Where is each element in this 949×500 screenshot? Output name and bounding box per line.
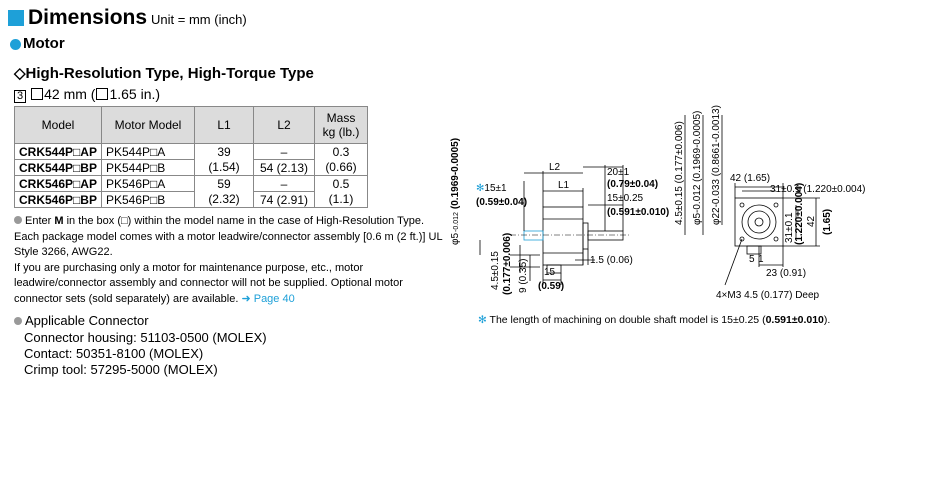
dim-4-5: 4.5±0.15 (490, 251, 501, 290)
footnote (478, 314, 830, 326)
cell-mass: 0.5 (315, 176, 368, 192)
cell-l1: 59 (195, 176, 254, 192)
cell-l1: 39 (195, 144, 254, 160)
connector-contact: Contact: 50351-8100 (MOLEX) (24, 346, 204, 361)
dim-42-v-in: (1.65) (822, 208, 833, 235)
dim-15: 15±0.25 (607, 193, 644, 204)
notes (14, 214, 454, 307)
connector-heading (14, 313, 149, 331)
note-m: M (54, 215, 64, 227)
connector-housing: Connector housing: 51103-0500 (MOLEX) (24, 330, 267, 345)
footnote-end: ). (823, 314, 831, 326)
cell-l1: (1.54) (195, 160, 254, 176)
star-icon: ✻ (478, 314, 487, 326)
dim-m3-thread: 4×M3 4.5 (0.177) Deep (716, 290, 820, 301)
square-icon (31, 88, 43, 100)
table-row (15, 144, 368, 160)
col-mass: Mass kg (lb.) (315, 107, 368, 144)
page-title (28, 6, 247, 30)
footnote-text: The length of machining on double shaft model is 15±0.25 ( (486, 314, 766, 326)
table-row (15, 160, 368, 176)
unit-text: Unit = mm (inch) (151, 12, 247, 27)
note-text: Enter (25, 215, 55, 227)
bullet-icon (14, 216, 22, 224)
cell-motor: PK544P□A (102, 144, 195, 160)
title-text: Dimensions (28, 6, 148, 29)
note-text: If you are purchasing only a motor for maintenance purpose, etc., motor leadwire/connector assembly and connector will not be supplied. Optional motor connector sets (sold separately) are available. (14, 261, 403, 305)
motor-body-side (543, 207, 583, 265)
dim-15b-in: (0.59) (538, 281, 565, 292)
dim-31: 31±0.1 (1.220±0.004) (770, 184, 866, 195)
page-link[interactable]: ➜ Page 40 (241, 292, 295, 305)
cell-l2: – (254, 176, 315, 192)
cell-model: CRK544P□AP (15, 144, 102, 160)
note-3 (14, 261, 454, 308)
dim-15-in: (0.591±0.010) (607, 207, 670, 218)
square-icon (96, 88, 108, 100)
dim-1-5: 1.5 (0.06) (590, 255, 633, 266)
dim-31-v: 31±0.1 (784, 212, 795, 243)
dim-v-phi5: φ5-0.012 (0.1969-0.0005) (692, 110, 703, 225)
dim-star-15-in: (0.59±0.04) (476, 197, 528, 208)
col-l1: L1 (195, 107, 254, 144)
size-label (14, 86, 160, 103)
frame-number-box: 3 (14, 90, 26, 103)
dim-v-phi22: φ22-0.033 (0.8661-0.0013) (711, 105, 722, 225)
cell-motor: PK546P□A (102, 176, 195, 192)
connector-heading-text: Applicable Connector (25, 313, 149, 328)
col-l2: L2 (254, 107, 315, 144)
dim-31-v-in: (1.220±0.004) (794, 182, 805, 245)
cell-motor: PK546P□B (102, 192, 195, 208)
dim-23: 23 (0.91) (766, 268, 807, 279)
cell-mass: (0.66) (315, 160, 368, 176)
dim-shaft-left: φ5-0.012(0.1969-0.0005) (450, 137, 461, 245)
section-title: Motor (23, 35, 65, 52)
cell-mass: 0.3 (315, 144, 368, 160)
cell-motor: PK544P□B (102, 160, 195, 176)
cell-l1: (2.32) (195, 192, 254, 208)
size-text: 42 mm ( (44, 86, 96, 102)
pin-1: 1 (758, 254, 764, 265)
bullet-icon (14, 317, 22, 325)
col-model: Model (15, 107, 102, 144)
table-row (15, 192, 368, 208)
note-2: Each package model comes with a motor leadwire/connector assembly [0.6 m (2 ft.)] UL Style 3266, AWG22. (14, 230, 443, 258)
connector-crimp-tool: Crimp tool: 57295-5000 (MOLEX) (24, 362, 218, 377)
cell-model: CRK546P□AP (15, 176, 102, 192)
dim-l2: L2 (549, 162, 561, 173)
dim-15b: 15 (544, 267, 556, 278)
cell-l2: 74 (2.91) (254, 192, 315, 208)
note-text: in the box (□) within the model name in the case of High-Resolution Type. (63, 215, 424, 227)
col-motor-model: Motor Model (102, 107, 195, 144)
bullet-icon (10, 39, 21, 50)
dim-9: 9 (0.35) (518, 258, 529, 293)
table-row (15, 176, 368, 192)
type-heading: ◇High-Resolution Type, High-Torque Type (14, 65, 314, 82)
dim-20: 20±1 (607, 167, 630, 178)
pin-5: 5 (749, 254, 755, 265)
dim-42-v: 42 (806, 215, 817, 227)
cell-model: CRK544P□BP (15, 160, 102, 176)
dim-star-15: ✻15±1 (476, 183, 507, 194)
model-table (14, 106, 368, 208)
size-text-in: 1.65 in.) (109, 86, 161, 102)
cell-l2: 54 (2.13) (254, 160, 315, 176)
cell-model: CRK546P□BP (15, 192, 102, 208)
cell-mass: (1.1) (315, 192, 368, 208)
dim-v-4-5: 4.5±0.15 (0.177±0.006) (674, 121, 685, 225)
footnote-bold: 0.591±0.010 (765, 314, 824, 326)
cell-l2: – (254, 144, 315, 160)
note-1 (14, 214, 454, 230)
dim-l1: L1 (558, 180, 570, 191)
dimension-drawing (440, 95, 870, 310)
dim-4-5-in: (0.177±0.006) (502, 232, 513, 295)
dim-42: 42 (1.65) (730, 173, 771, 184)
title-square-icon (8, 10, 24, 26)
dim-20-in: (0.79±0.04) (607, 179, 659, 190)
